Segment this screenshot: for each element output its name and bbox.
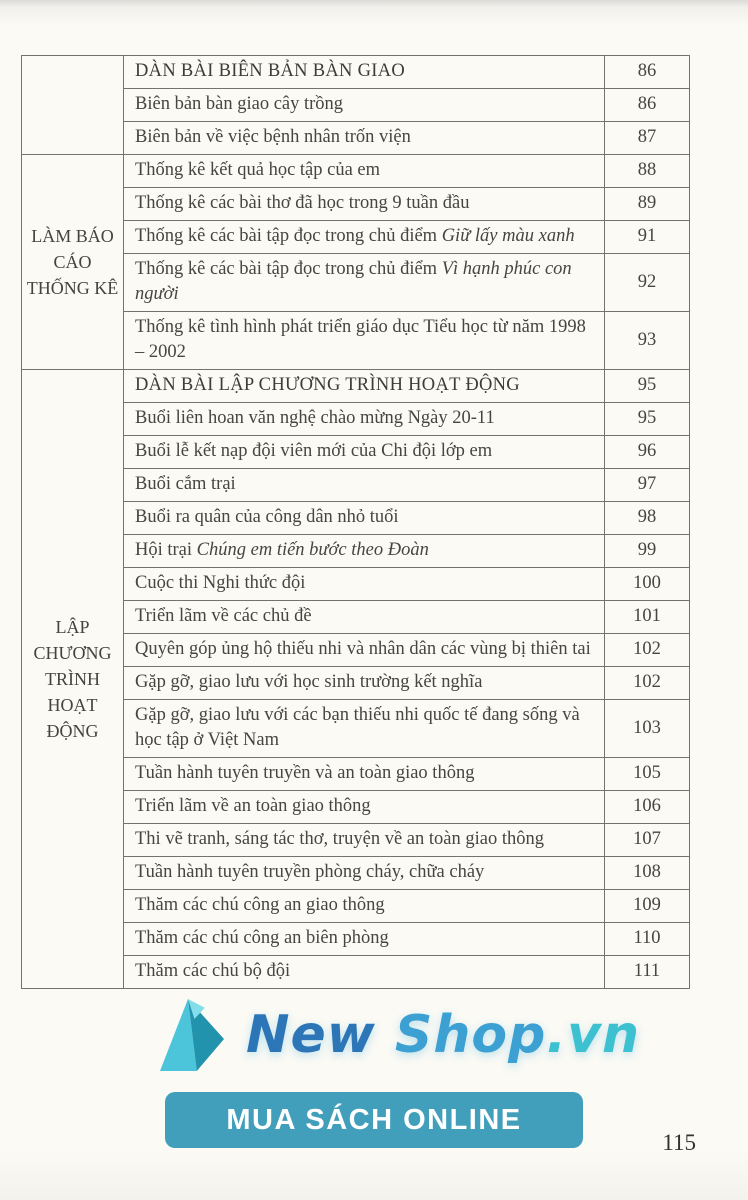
- toc-entry-page: 105: [605, 758, 690, 791]
- toc-entry-title-text: Thống kê các bài tập đọc trong chủ điểm: [135, 259, 442, 279]
- toc-entry-title-text: Gặp gỡ, giao lưu với học sinh trường kết nghĩa: [135, 672, 483, 692]
- toc-entry-title: [124, 122, 605, 155]
- toc-entry-title-italic: Chúng em tiến bước theo Đoàn: [196, 540, 429, 560]
- toc-entry-title-text: Thống kê các bài tập đọc trong chủ điểm: [135, 226, 442, 246]
- toc-entry-title-text: Thống kê các bài thơ đã học trong 9 tuần đầu: [135, 193, 470, 213]
- toc-entry-title: [124, 667, 605, 700]
- toc-entry-title: [124, 568, 605, 601]
- toc-entry-title: [124, 758, 605, 791]
- toc-entry-title-text: Cuộc thi Nghi thức đội: [135, 573, 306, 593]
- toc-entry-title-text: Buổi liên hoan văn nghệ chào mừng Ngày 20-11: [135, 408, 495, 428]
- toc-entry-title: [124, 535, 605, 568]
- toc-entry-title-text: Thi vẽ tranh, sáng tác thơ, truyện về an toàn giao thông: [135, 829, 544, 849]
- wordmark-shop: Shop: [375, 1005, 547, 1065]
- toc-section-heading: [124, 56, 605, 89]
- buy-online-button[interactable]: MUA SÁCH ONLINE: [165, 1092, 583, 1148]
- paper-bird-icon: [152, 992, 232, 1078]
- toc-entry-title: [124, 890, 605, 923]
- toc-row: [22, 155, 690, 188]
- toc-entry-page: 108: [605, 857, 690, 890]
- toc-entry-title: [124, 601, 605, 634]
- toc-entry-page: 95: [605, 370, 690, 403]
- toc-entry-page: 93: [605, 312, 690, 370]
- toc-entry-title: [124, 436, 605, 469]
- toc-entry-title: [124, 791, 605, 824]
- toc-entry-page: 92: [605, 254, 690, 312]
- toc-entry-title-text: Buổi cắm trại: [135, 474, 236, 494]
- newshop-wordmark: [246, 1005, 640, 1065]
- toc-entry-title: [124, 956, 605, 989]
- toc-entry-title-italic: Giữ lấy màu xanh: [441, 226, 575, 246]
- toc-entry-page: 100: [605, 568, 690, 601]
- toc-entry-title-text: Tuần hành tuyên truyền phòng cháy, chữa cháy: [135, 862, 485, 882]
- toc-entry-title-text: Thống kê tình hình phát triển giáo dục Tiểu học từ năm 1998 – 2002: [135, 317, 586, 362]
- toc-entry-title-text: Thăm các chú bộ đội: [135, 961, 291, 981]
- toc-entry-title: [124, 857, 605, 890]
- toc-entry-page: 86: [605, 89, 690, 122]
- page-number: 115: [662, 1130, 696, 1155]
- toc-entry-title-text: Buổi ra quân của công dân nhỏ tuổi: [135, 507, 399, 527]
- toc-entry-title-text: Buổi lễ kết nạp đội viên mới của Chi đội lớp em: [135, 441, 493, 461]
- toc-entry-page: 99: [605, 535, 690, 568]
- toc-entry-page: 86: [605, 56, 690, 89]
- toc-entry-page: 109: [605, 890, 690, 923]
- toc-entry-title-text: Biên bản bàn giao cây trồng: [135, 94, 344, 114]
- toc-entry-page: 110: [605, 923, 690, 956]
- toc-entry-title-text: Thống kê kết quả học tập của em: [135, 160, 381, 180]
- toc-category: LÀM BÁO CÁO THỐNG KÊ: [22, 155, 124, 370]
- toc-entry-title-italic: Vì hạnh phúc con người: [135, 259, 572, 304]
- toc-entry-title: [124, 188, 605, 221]
- toc-entry-title: [124, 254, 605, 312]
- toc-entry-title: [124, 155, 605, 188]
- toc-entry-page: 101: [605, 601, 690, 634]
- toc-entry-page: 88: [605, 155, 690, 188]
- toc-entry-title: [124, 824, 605, 857]
- toc-entry-title: [124, 89, 605, 122]
- toc-category: LẬP CHƯƠNG TRÌNH HOẠT ĐỘNG: [22, 370, 124, 989]
- toc-entry-page: 98: [605, 502, 690, 535]
- toc-entry-page: 102: [605, 634, 690, 667]
- toc-entry-title-text: Thăm các chú công an biên phòng: [135, 928, 389, 948]
- toc-entry-title: [124, 469, 605, 502]
- toc-entry-title: [124, 634, 605, 667]
- toc-entry-page: 89: [605, 188, 690, 221]
- toc-entry-page: 96: [605, 436, 690, 469]
- toc-entry-title-text: Triển lãm về an toàn giao thông: [135, 796, 371, 816]
- toc-entry-title: [124, 700, 605, 758]
- toc-entry-title-text: DÀN BÀI BIÊN BẢN BÀN GIAO: [135, 61, 406, 81]
- toc-entry-page: 87: [605, 122, 690, 155]
- toc-entry-page: 106: [605, 791, 690, 824]
- toc-entry-title-text: Hội trại: [135, 540, 197, 560]
- toc-entry-title: [124, 923, 605, 956]
- toc-entry-page: 95: [605, 403, 690, 436]
- toc-category: [22, 56, 124, 155]
- wordmark-vn: .vn: [546, 1005, 641, 1065]
- toc-entry-page: 97: [605, 469, 690, 502]
- toc-row: [22, 370, 690, 403]
- newshop-watermark: [152, 992, 640, 1078]
- toc-entry-title-text: Quyên góp ủng hộ thiếu nhi và nhân dân các vùng bị thiên tai: [135, 639, 591, 659]
- toc-entry-title-text: Gặp gỡ, giao lưu với các bạn thiếu nhi quốc tế đang sống và học tập ở Việt Nam: [135, 705, 580, 750]
- toc-row: [22, 56, 690, 89]
- toc-table: [21, 55, 690, 989]
- toc-section-heading: [124, 370, 605, 403]
- toc-entry-title-text: Biên bản về việc bệnh nhân trốn viện: [135, 127, 411, 147]
- toc-entry-title-text: Tuần hành tuyên truyền và an toàn giao thông: [135, 763, 475, 783]
- wordmark-new: New: [246, 1005, 376, 1065]
- toc-entry-page: 91: [605, 221, 690, 254]
- toc-entry-page: 102: [605, 667, 690, 700]
- toc-entry-page: 107: [605, 824, 690, 857]
- toc-entry-title-text: DÀN BÀI LẬP CHƯƠNG TRÌNH HOẠT ĐỘNG: [135, 375, 520, 395]
- toc-entry-page: 103: [605, 700, 690, 758]
- toc-entry-title-text: Thăm các chú công an giao thông: [135, 895, 385, 915]
- toc-entry-title: [124, 502, 605, 535]
- toc-entry-title: [124, 312, 605, 370]
- toc-entry-title: [124, 221, 605, 254]
- toc-entry-title-text: Triển lãm về các chủ đề: [135, 606, 312, 626]
- toc-entry-page: 111: [605, 956, 690, 989]
- toc-entry-title: [124, 403, 605, 436]
